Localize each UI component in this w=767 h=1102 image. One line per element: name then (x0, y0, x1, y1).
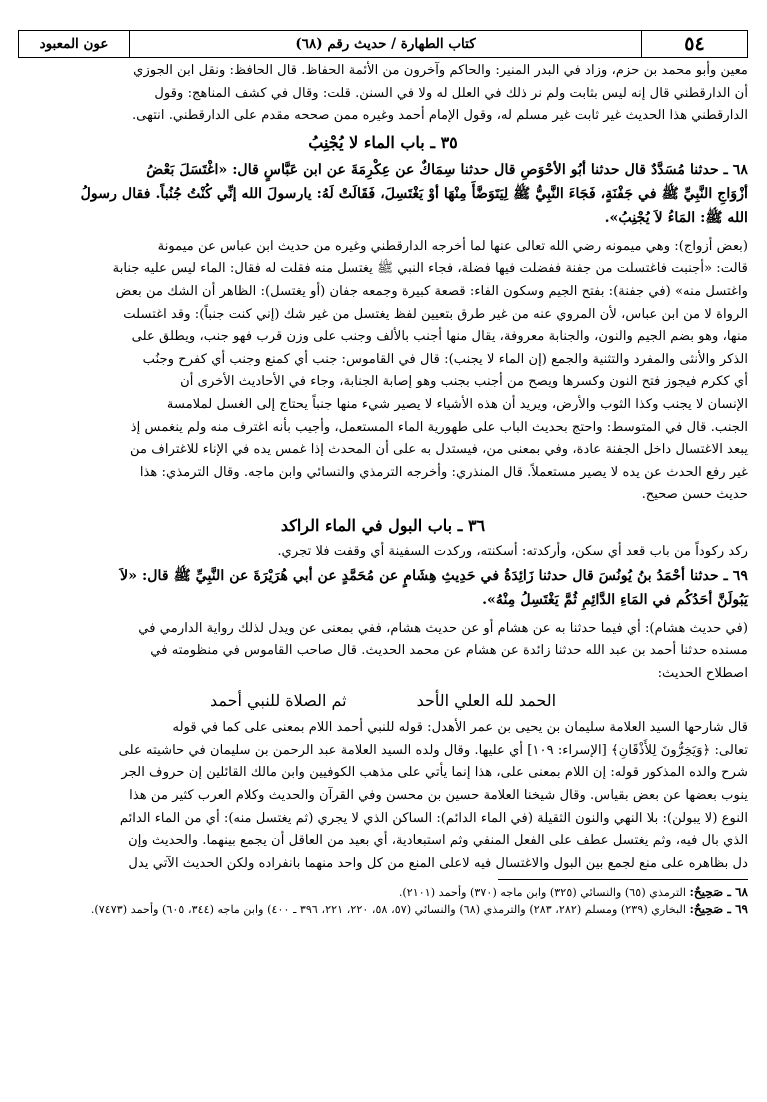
text-line: شرح والده المذكور قوله: إن اللام بمعنى على، هذا إنما يأتي على مذهب الكوفيين وابن مالك القائلين إن حروف الجر (121, 765, 748, 781)
text-line: غير رفع الحدث عن يده لا يصير مستعملاً. قال المنذري: وأخرجه الترمذي والنسائي وابن ماجه. وقال الترمذي: هذا (139, 464, 748, 480)
text-line: أي ككرم فيجوز فتح النون وكسرها ويصح من أجنب بجنب وهو إصابة الجنابة، وجاء في الأحاديث الأخرى أن (180, 374, 748, 390)
page-header (18, 30, 748, 58)
footnote-text: البخاري (٢٣٩) ومسلم (٢٨٢، ٢٨٣) والترمذي (٦٨) والنسائي (٥٧، ٥٨، ٢٢٠، ٢٢١، ٣٩٦ ـ ٤٠٠) وابن ماجه (٣٤٤، ٦٠٥) وأحمد (٧٤٧٣). (90, 903, 686, 917)
page (18, 30, 748, 918)
hadith-line: أزْوَاجِ النَّبِيِّ ﷺ في جَفْنَةٍ، فَجَاءَ النَّبِيُّ ﷺ لِيَتَوَضَّأَ مِنْهَا أوْ يَغْتَسِلَ، فَقَالَتْ لَهُ: يارسولَ الله إنِّي كُنْتُ جُنُباً. فقال رسولُ (80, 185, 748, 202)
footnote-label: ٦٩ ـ صَحِيحٌ: (689, 902, 748, 917)
poem-verse (18, 685, 748, 717)
footnote (18, 901, 748, 918)
text-line: (بعض أزواج): وهي ميمونه رضي الله تعالى عنها لما أخرجه الدارقطني وغيره من حديث ابن عباس عن ميمونة (157, 238, 748, 254)
verse-hemistich-first: الحمد لله العلي الأحد (416, 691, 557, 711)
text-line: قال شارحها السيد العلامة سليمان بن يحيى بن عمر الأهدل: قوله للنبي أحمد اللام بمعنى على كما في قوله (172, 720, 748, 736)
text-line: واغتسل منه» (في جفنة): بفتح الجيم وسكون الفاء: قصعة كبيرة وجمعه جفان (أو يغتسل): الظاهر أن الشك من بعض (115, 283, 748, 299)
hadith-69 (18, 564, 748, 612)
text-line: اصطلاح الحديث: (657, 665, 748, 681)
hadith-69-commentary (18, 618, 748, 686)
book-title: عون المعبود (19, 31, 130, 57)
text-line: النوع (لا يبولن): بلا النهي والنون الثقيلة (في الماء الدائم): الساكن الذي لا يجري (ثم يغتسل منه): أي من الماء الدائم (119, 810, 748, 826)
text-line: أن الدارقطني قال إنه ليس بثابت ولم نر ذلك في العلل له ولا في السنن. قلت: وقال في كشف المناهج: وقول (154, 85, 748, 101)
text-line: الذي بال فيه، وثم يغتسل عطف على الفعل المنفي وثم استبعادية، أي بعيد من العاقل أن يجمع بينهما. والحديث وإن (128, 833, 748, 849)
section-36-intro: ركد ركوداً من باب قعد أي سكن، وأركدته: أسكنته، وركدت السفينة أي وقفت فلا تجري. (277, 543, 748, 559)
hadith-line: الله ﷺ: المَاءُ لاَ يُجْنِبُ». (604, 209, 748, 226)
text-line: قالت: «أجنبت فاغتسلت من جفنة ففضلت فيها فضلة، فجاء النبي ﷺ يغتسل منه فقلت له فقال: الماء ليس عليه جنابة (112, 261, 748, 277)
text-line: ينوب بعضها عن بعض بقياس. وقال شيخنا العلامة حسين بن محسن وفي القرآن والحديث وكلام العرب كثير من هذا (129, 788, 748, 804)
hadith-68-commentary (18, 236, 748, 507)
footnote (18, 884, 748, 901)
text-line: (في حديث هشام): أي فيما حدثنا به عن هشام أو عن حديث هشام، ففي بمعنى عن ويدل لذلك رواية الدارمي في (138, 620, 748, 636)
footnote-text: الترمذي (٦٥) والنسائي (٣٢٥) وابن ماجه (٣٧٠) وأحمد (٢١٠١). (398, 886, 686, 900)
chapter-title: كتاب الطهارة / حديث رقم (٦٨) (295, 36, 476, 52)
verse-hemistich-second: ثم الصلاة للنبي أحمد (209, 691, 347, 711)
hadith-68 (18, 158, 748, 230)
hadith-line: يَبُولَنَّ أحَدُكُم في المَاءِ الدَّائِمِ ثُمَّ يَغْتَسِلُ مِنْهُ». (482, 591, 748, 608)
text-line: الإنسان لا يجنب وكذا الثوب والأرض، ويريد أن هذه الأشياء لا يصير شيء منها جنباً يحتاج إلى الغسل لملامسة (166, 396, 748, 412)
footnote-divider (498, 879, 748, 880)
text-line: الدارقطني هذا الحديث غير ثابت غير مسلم له، وقول الإمام أحمد وغيره ممن صححه مقدم على الدارقطني. انتهى. (131, 108, 748, 124)
intro-paragraph (18, 60, 748, 128)
text-line: الرواة لا من ابن عباس، لأن المروي عنه من غير طرق بتعيين لفظ يغتسل من غير شك (إني كنت جنباً): وقد اغتسلت (123, 306, 748, 322)
verse-commentary (18, 717, 748, 875)
footnote-label: ٦٨ ـ صَحِيحٌ: (689, 885, 748, 900)
text-line: منها، وهو بضم الجيم والنون، والجنابة معروفة، يقال منها أجنب بالألف وجنب على وزن قرب فهو جنب، ويطلق على (131, 329, 748, 345)
footnotes (18, 884, 748, 918)
text-line: يبعد الاغتسال داخل الجفنة عادة، وفي بمعنى من، فيستدل به على أن المحدث إذا غمس يده في الإناء للاغتراف من (129, 442, 748, 458)
section-36-title: ٣٦ ـ باب البول في الماء الراكد (280, 515, 486, 535)
text-line: حديث حسن صحيح. (641, 487, 748, 503)
text-line: معين وأبو محمد بن حزم، وزاد في البدر المنير: والحاكم وآخرون من الأئمة الحفاظ. قال الحافظ: ونقل ابن الجوزي (133, 63, 748, 78)
section-35-title: ٣٥ ـ باب الماء لا يُجْنِبُ (308, 132, 458, 152)
text-line: مسنده حدثنا أحمد بن عبد الله حدثنا زائدة عن هشام عن محمد الحديث. قال صاحب القاموس في منظومته في (150, 643, 748, 659)
hadith-line: ٦٩ ـ حدثنا أحْمَدُ بنُ يُونُسَ قال حدثنا زَائِدَةُ في حَدِيثِ هِشَامٍ عن مُحَمَّدٍ عن أبي هُرَيْرَةَ عن النَّبِيِّ ﷺ قال: «لاَ (120, 567, 748, 584)
text-line: الذكر والأنثى والمفرد والتثنية والجمع (إن الماء لا يجنب): قال في القاموس: جنب أي كمنع وجنب أي كفرح وجنُب (142, 351, 748, 367)
page-number: ٥٤ (641, 31, 747, 57)
text-line: الجنب. قال في المتوسط: واحتج بحديث الباب على طهورية الماء المستعمل، وأجيب بأنه اغترف منه ولم ينغمس إذ (130, 419, 748, 435)
text-line: دل بظاهره على منع لجمع بين البول والاغتسال فيه لاعلى المنع من كل واحد منهما بانفراده ولكن الحديث الآتي يدل (128, 855, 748, 871)
text-line: تعالى: ﴿وَيَخِرُّونَ لِلأَذْقَانِ﴾ [الإسراء: ١٠٩] أي عليها. وقال ولده السيد العلامة عبد الرحمن بن سليمان في حاشيته على (118, 742, 748, 758)
hadith-line: ٦٨ ـ حدثنا مُسَدَّدٌ قال حدثنا أبُو الأحْوَصِ قال حدثنا سِمَاكٌ عن عِكْرِمَةَ عن ابن عَبَّاسٍ قال: «اغْتَسَلَ بَعْضُ (146, 161, 748, 178)
